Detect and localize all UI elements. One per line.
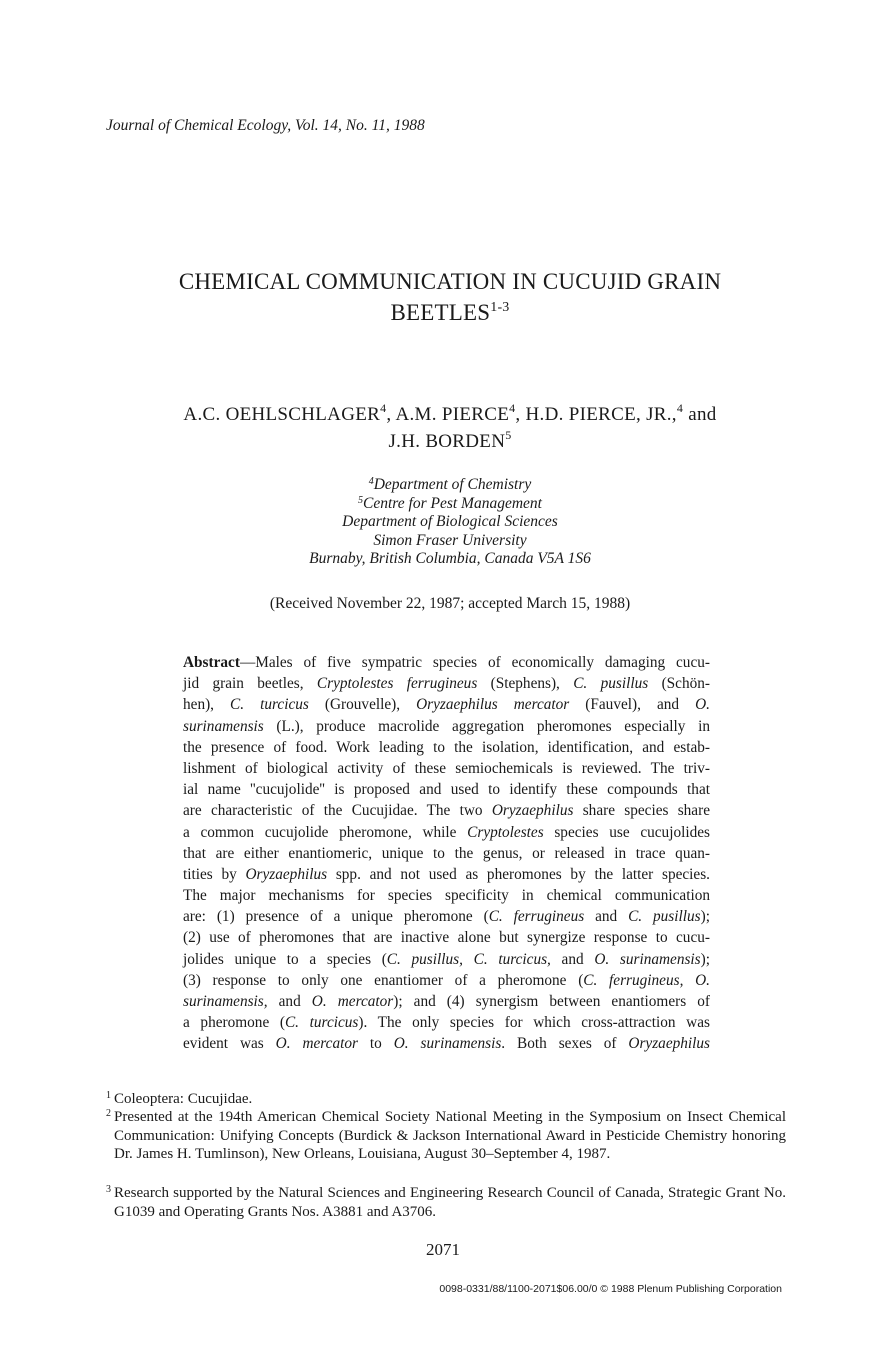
- author-4: J.H. BORDEN: [388, 431, 506, 452]
- affil-bio-sciences: Department of Biological Sciences: [342, 513, 558, 530]
- abstract-line: [183, 991, 710, 1012]
- abstract-italic: Cryptolestes: [467, 823, 544, 841]
- abstract-italic: O. mercator: [311, 993, 394, 1010]
- abstract-italic: O. surinamensis: [393, 1035, 502, 1053]
- author-list: [70, 401, 830, 455]
- abstract-text: (Stephens),: [477, 675, 574, 693]
- abstract-text: jolides unique to a species (: [183, 950, 387, 968]
- abstract-italic: C. turcicus: [230, 696, 309, 714]
- abstract-text: are characteristic of the Cucujidae. The two: [183, 802, 492, 820]
- abstract-italic: C. turcicus: [284, 1014, 359, 1032]
- abstract-text: are: (1) presence of a unique pheromone (: [183, 908, 489, 926]
- abstract-label: Abstract: [183, 654, 240, 671]
- page-number: 2071: [426, 1240, 460, 1259]
- author-line-2: [70, 428, 830, 455]
- received-dates: (Received November 22, 1987; accepted March 15, 1988): [269, 595, 631, 612]
- abstract-text: );: [700, 950, 710, 968]
- affil-5-marker: 5: [358, 494, 364, 506]
- footnote-1-marker: 1: [106, 1090, 111, 1101]
- footnote-1: [106, 1090, 786, 1109]
- abstract-line: the presence of food. Work leading to the isolation, identification, and estab-: [183, 738, 710, 756]
- affil-4-text: Department of Chemistry: [373, 476, 532, 493]
- abstract-italic: C. pusillus: [573, 675, 649, 693]
- paper-title: [70, 266, 830, 328]
- abstract-text: —Males of five sympatric species of economically damaging cucu-: [239, 654, 710, 671]
- abstract-line: [183, 1012, 710, 1033]
- title-line-2: [70, 297, 830, 328]
- abstract-line: [183, 800, 710, 821]
- abstract-italic: Oryzaephilus: [491, 802, 574, 820]
- abstract-text: hen),: [183, 696, 231, 714]
- affil-university: Simon Fraser University: [373, 531, 527, 549]
- abstract-italic: C. pusillus, C. turcicus,: [386, 950, 551, 968]
- title-line-2-text: BEETLES: [390, 300, 491, 325]
- abstract-text: (L.), produce macrolide aggregation pheromones especially in: [263, 717, 710, 735]
- abstract-text: jid grain beetles,: [183, 675, 317, 693]
- abstract-italic: Cryptolestes ferrugineus: [316, 675, 478, 693]
- abstract-text: (Schön-: [648, 675, 710, 693]
- abstract-line: [183, 694, 710, 715]
- abstract-text: (Grouvelle),: [308, 696, 417, 714]
- affil-centre: [70, 495, 830, 514]
- abstract-text: evident was: [183, 1035, 276, 1053]
- abstract-italic: O. mercator: [275, 1035, 358, 1053]
- abstract-italic: C. pusillus: [628, 908, 701, 926]
- author-and: and: [688, 404, 717, 425]
- affil-4-marker: 4: [368, 476, 374, 487]
- abstract-line: [183, 652, 710, 673]
- abstract-italic: O.: [695, 696, 710, 714]
- author-2-affil: 4: [509, 401, 516, 415]
- abstract-italic: Oryzaephilus: [245, 865, 328, 883]
- abstract-text: ). The only species for which cross-attraction was: [358, 1014, 710, 1032]
- abstract-line: (2) use of pheromones that are inactive alone but synergize response to cucu-: [183, 929, 710, 947]
- affil-address: Burnaby, British Columbia, Canada V5A 1S6: [309, 550, 591, 567]
- abstract-line: [183, 716, 710, 737]
- affil-dept-chemistry: [70, 476, 830, 495]
- abstract-text: (Fauvel), and: [569, 696, 696, 714]
- abstract-italic: C. ferrugineus: [488, 908, 585, 926]
- abstract-text: and: [267, 993, 312, 1010]
- abstract-italic: C. ferrugineus, O.: [583, 971, 710, 989]
- abstract-line: [183, 970, 710, 991]
- abstract-line: lishment of biological activity of these semiochemicals is reviewed. The triv-: [183, 759, 710, 777]
- affil-5-text: Centre for Pest Management: [363, 494, 542, 512]
- copyright-line: 0098-0331/88/1100-2071$06.00/0 © 1988 Plenum Publishing Corporation: [439, 1283, 782, 1295]
- abstract-italic: Oryzaephilus: [628, 1035, 711, 1053]
- abstract-italic: surinamensis,: [183, 993, 268, 1010]
- abstract-text: );: [700, 908, 710, 926]
- footnote-2-marker: 2: [106, 1108, 111, 1119]
- author-2: A.M. PIERCE: [395, 404, 510, 425]
- journal-citation: Journal of Chemical Ecology, Vol. 14, No. 11, 1988: [106, 117, 425, 134]
- abstract-text: tities by: [183, 865, 246, 883]
- abstract-italic: surinamensis: [183, 717, 264, 735]
- footnote-3: [106, 1184, 786, 1221]
- abstract-line: [183, 949, 710, 970]
- abstract-italic: O. surinamensis: [594, 950, 701, 968]
- abstract-line: [183, 822, 710, 843]
- abstract-text: species use cucujolides: [543, 823, 710, 841]
- footnote-2-text: Presented at the 194th American Chemical Society National Meeting in the Symposium on Insect Chemical Communication: Unifying Concepts (Burdick & Jackson International Award in Pesticide Chemistry honoring Dr. James H. Tumlinson), New Orleans, Louisiana, August 30–September 4, 1987.: [114, 1109, 786, 1162]
- abstract-text: (3) response to only one enantiomer of a pheromone (: [183, 971, 584, 989]
- author-line-1: A.C. OEHLSCHLAGER$^4$, A.M. PIERCE$^4$, H.D. PIERCE, JR.,$^4$ and: [183, 401, 717, 425]
- abstract-text: and: [584, 908, 629, 926]
- title-line-1: CHEMICAL COMMUNICATION IN CUCUJID GRAIN: [178, 269, 722, 294]
- abstract-line: [183, 673, 710, 694]
- abstract-line: The major mechanisms for species specificity in chemical communication: [183, 887, 710, 905]
- author-1: A.C. OEHLSCHLAGER: [183, 404, 381, 425]
- footnote-3-text: Research supported by the Natural Sciences and Engineering Research Council of Canada, Strategic Grant No. G1039 and Operating Grants Nos. A3881 and A3706.: [114, 1185, 786, 1220]
- footnote-3-marker: 3: [106, 1184, 111, 1195]
- author-3: H.D. PIERCE, JR.,: [525, 404, 677, 425]
- abstract-text: . Both sexes of: [501, 1035, 629, 1053]
- author-1-affil: 4: [380, 401, 387, 415]
- abstract: [183, 652, 710, 1055]
- abstract-text: a pheromone (: [183, 1014, 285, 1032]
- author-4-affil: 5: [505, 428, 512, 442]
- title-footnote-marker: 1-3: [490, 300, 510, 315]
- footnote-2: [106, 1108, 786, 1164]
- abstract-line: [183, 906, 710, 927]
- abstract-line: [183, 864, 710, 885]
- abstract-line: [183, 1033, 710, 1054]
- abstract-text: to: [357, 1035, 394, 1053]
- abstract-line: that are either enantiomeric, unique to the genus, or released in trace quan-: [183, 844, 710, 862]
- abstract-italic: Oryzaephilus mercator: [416, 696, 570, 714]
- abstract-text: and: [550, 950, 595, 968]
- abstract-text: share species share: [573, 802, 710, 820]
- abstract-text: a common cucujolide pheromone, while: [183, 823, 468, 841]
- abstract-line: ial name ''cucujolide'' is proposed and used to identify these compounds that: [183, 781, 710, 799]
- footnote-1-text: Coleoptera: Cucujidae.: [114, 1091, 253, 1107]
- affiliations: [70, 476, 830, 569]
- author-3-affil: 4: [676, 401, 684, 415]
- abstract-text: ); and (4) synergism between enantiomers of: [393, 993, 710, 1010]
- abstract-text: spp. and not used as pheromones by the latter species.: [327, 865, 710, 883]
